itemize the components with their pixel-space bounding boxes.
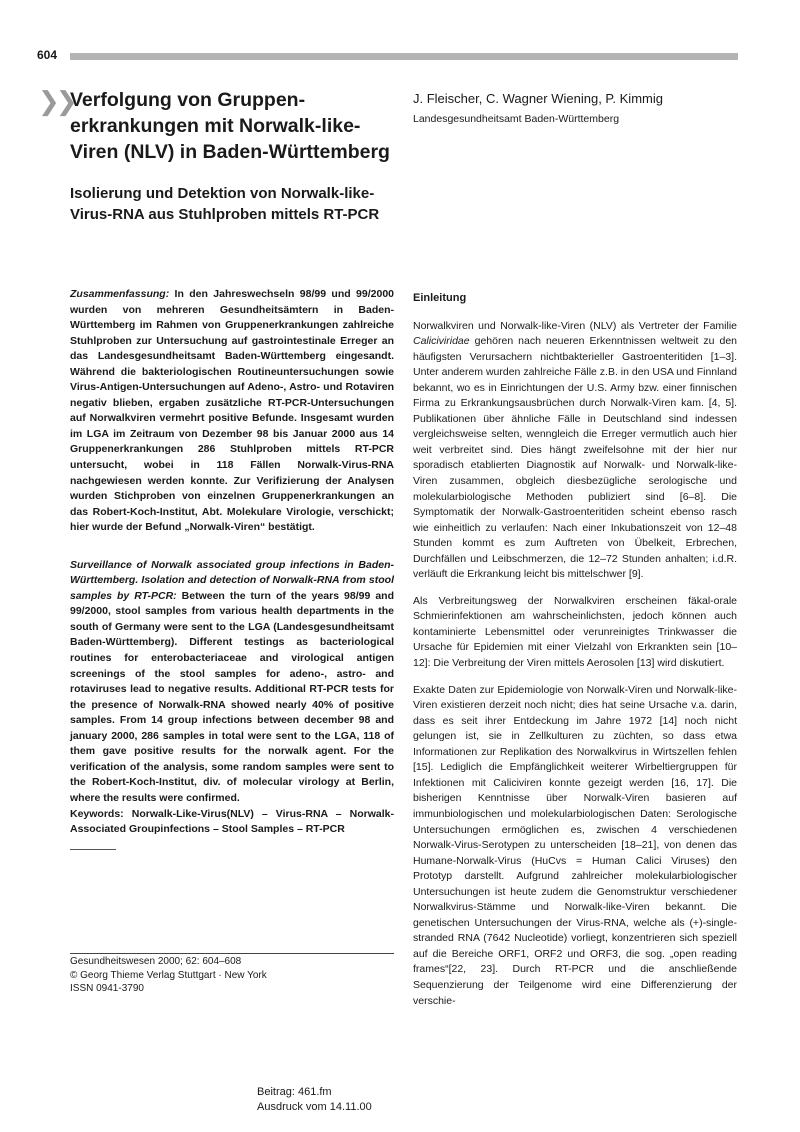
article-subtitle: Isolierung und Detektion von Norwalk-like-Virus-RNA aus Stuhlproben mittels RT-PCR	[70, 185, 380, 223]
page-number: 604	[37, 48, 58, 62]
article-marker-icon: ❯❯	[38, 86, 74, 116]
abstract-english-text: Between the turn of the years 98/99 and 99/2000, stool samples from various health departments in the south of Germany were sent to the LGA (Landesgesundheitsamt Baden-Württemberg). Different testings as bacteriological routines for enterobacteriaceae and virological antigen screenings of the stool samples for adeno-, astro- and rotaviruses lead to negative results. Additional RT-PCR tests for the presence of Norwalk-RNA showed nearly 40% of positive samples. From 14 group infections between december 98 and january 2000, 286 samples in total were sent to the LGA, 118 of them gave positive results for the norwalk agent. For the verification of the analysis, some random samples were sent to the Robert-Koch-Institut, div. of molecular virology at Berlin, where the results were confirmed.	[70, 589, 394, 804]
print-footer	[257, 1085, 372, 1115]
abstract-german	[70, 287, 394, 536]
introduction-column	[413, 291, 737, 1009]
abstract-english-label: Surveillance of Norwalk associated group infections in Baden-Württemberg. Isolation and detection of Norwalk-RNA from stool samples by RT-PCR:	[70, 558, 394, 602]
paragraph: Als Verbreitungsweg der Norwalkviren erscheinen fäkal-orale Schmierinfektionen am wahrscheinlichsten, jedoch können auch kontaminierte Lebensmittel oder verunreinigtes Trinkwasser die Ursache für Epidemien mit einer Vielzahl von Erkrankten sein [10–12]: Die Verbreitung der Viren mittels Aerosolen [13] wird diskutiert.	[413, 594, 737, 670]
abstract-german-label: Zusammenfassung:	[70, 288, 170, 300]
title-block	[70, 87, 400, 225]
keywords	[70, 807, 394, 838]
abstract-english	[70, 558, 394, 807]
authors-block	[413, 90, 743, 127]
abstract-column	[70, 287, 394, 838]
footer-date: Ausdruck vom 14.11.00	[257, 1101, 372, 1113]
publisher: © Georg Thieme Verlag Stuttgart · New York	[70, 969, 267, 981]
header-rule	[70, 53, 738, 60]
paragraph	[413, 319, 737, 583]
divider	[70, 953, 394, 954]
divider	[70, 849, 116, 850]
issn: ISSN 0941-3790	[70, 983, 144, 994]
footer-file: Beitrag: 461.fm	[257, 1086, 332, 1098]
abstract-german-text: In den Jahreswechseln 98/99 und 99/2000 wurden von mehreren Gesundheitsämtern in Baden-Württemberg im Rahmen von Gruppenerkrankungen zahlreiche Stuhlproben zur Untersuchung auf gastrointestinale Erreger an das Landesgesundheitsamt Baden-Württemberg eingesandt. Während die bakteriologischen Routineuntersuchungen sowie Virus-Antigen-Untersuchungen auf Adeno-, Astro- und Rotaviren negativ blieben, ergaben zusätzliche RT-PCR-Untersuchungen auf Norwalkviren vermehrt positive Befunde. Insgesamt wurden im LGA im Zeitraum von Dezember 98 bis Januar 2000 aus 14 Gruppenerkrankungen 286 Stuhlproben mittels RT-PCR untersucht, wobei in 118 Fällen Norwalk-Virus-RNA nachgewiesen werden konnte. Zur Verifizierung der Analysen wurden Stichproben von einzelnen Gruppenerkrankungen an das Robert-Koch-Institut, Abt. Molekulare Virologie, verschickt; hier wurde der Befund „Norwalk-Viren“ bestätigt.	[70, 288, 394, 534]
keywords-text: Norwalk-Like-Virus(NLV) – Virus-RNA – Norwalk-Associated Groupinfections – Stool Samples – RT-PCR	[70, 807, 394, 836]
article-title: Verfolgung von Gruppenerkrankungen mit Norwalk-like-Viren (NLV) in Baden-Württemberg	[70, 89, 390, 163]
paragraph: Exakte Daten zur Epidemiologie von Norwalk-Viren und Norwalk-like-Viren existieren derzeit noch nicht; dies hat seine Ursache v.a. darin, dass es seit ihrer Entdeckung im Jahre 1972 [14] noch nicht gelungen ist, sie in Zellkulturen zu züchten, so dass etwa Informationen zur Replikation des Norwalkvirus in Wirtszellen fehlen [15]. Lediglich die Empfänglichkeit weiterer Wirbeltiergruppen für Infektionen mit Caliciviren konnte gezeigt werden [16, 17]. Die bisherigen Kenntnisse über Norwalk-Viren basieren auf immunbiologischen und molekularbiologischen Daten: Serologische Untersuchungen ermöglichen es, zwischen 4 verschiedenen Norwalk-Virus-Serotypen zu unterscheiden [18–21], von denen das Humane-Norwalk-Virus (HuCvs = Human Calici Viruses) den Prototyp darstellt. Aufgrund zahlreicher molekularbiologischer Untersuchungen ist heute zudem die Genomstruktur verschiedener Norwalkvirus-Stämme und Norwalk-like-Viren bekannt. Die genetischen Untersuchungen der Virus-RNA, welche als (+)-single-stranded RNA (7642 Nucleotide) vorliegt, konzentrieren sich speziell auf die Bereiche ORF1, ORF2 und ORF3, die sog. „open reading frames“[22, 23]. Durch RT-PCR und die anschließende Sequenzierung der Teilgenome wird eine Differenzierung der verschie-	[413, 683, 737, 1007]
journal-citation: Gesundheitswesen 2000; 62: 604–608	[70, 956, 242, 967]
publication-info	[70, 955, 394, 996]
section-heading: Einleitung	[413, 292, 467, 304]
paragraph-text: gehören nach neueren Erkenntnissen weltweit zu den häufigsten Verursachern nichtbakterieller Gastroenteritiden [1–3]. Unter anderem wurden zahlreiche Fälle z.B. in den USA und Finnland bekannt, wo es in Einrichtungen der U.S. Army bzw. einer finnischen Firma zu Erkrankungsausbrüchen durch Norwalk-Viren kam. [4, 5]. Publikationen über ähnliche Fälle in Deutschland sind indessen vergleichsweise selten, wenngleich die Erreger vermutlich auch hier weit verbreitet sind. Dies hängt zweifelsohne mit der hier nur sporadisch etablierten Diagnostik auf Norwalk- und Norwalk-like-Viren zusammen, obgleich diesbezügliche serologische und molekularbiologische Methoden publiziert sind [6–8]. Die Symptomatik der Norwalk-Gastroenteritiden scheint ebenso rasch wie einheitlich zu verlaufen: Nach einer Inkubationszeit von 12–48 Stunden kommt es zum Auftreten von Übelkeit, Erbrechen, Durchfällen und Leibschmerzen, die 12–72 Stunden anhalten; i.d.R. verläuft die Erkrankung leicht bis mittelschwer [9].	[413, 335, 737, 581]
paragraph-italic: Caliciviridae	[413, 335, 470, 348]
affiliation: Landesgesundheitsamt Baden-Württemberg	[413, 113, 620, 125]
keywords-label: Keywords:	[70, 807, 124, 820]
paragraph-text: Norwalkviren und Norwalk-like-Viren (NLV) als Vertreter der Familie	[413, 319, 737, 332]
authors: J. Fleischer, C. Wagner Wiening, P. Kimmig	[413, 91, 663, 106]
